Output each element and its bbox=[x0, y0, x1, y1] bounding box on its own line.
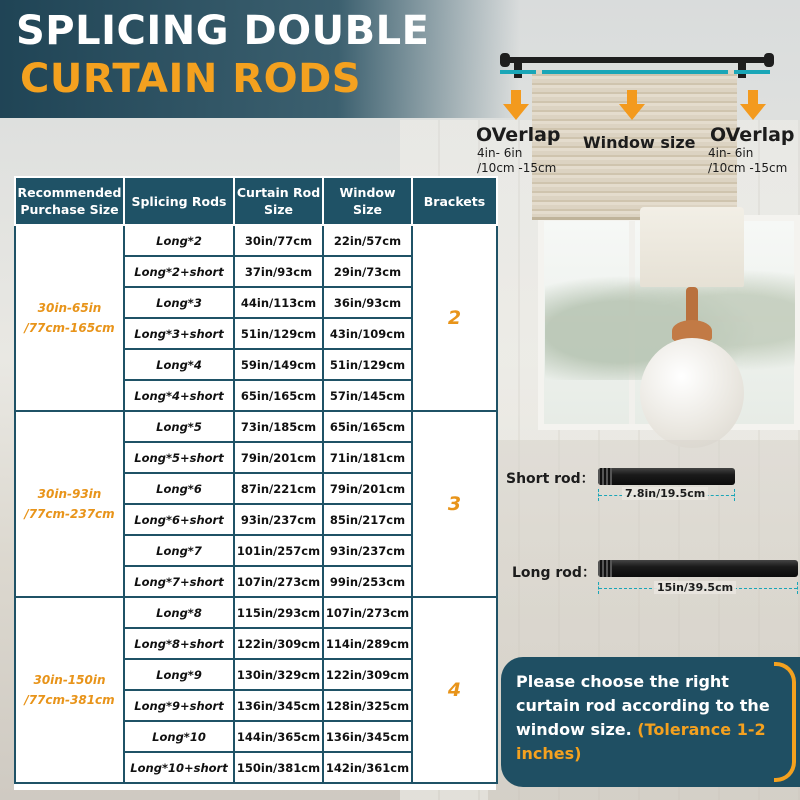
splicing-rods-cell: Long*7 bbox=[124, 535, 234, 566]
window-size-dimension bbox=[542, 70, 728, 74]
brackets-cell: 4 bbox=[412, 597, 497, 783]
splicing-rods-cell: Long*6+short bbox=[124, 504, 234, 535]
size-line-2: /77cm-165cm bbox=[24, 321, 115, 335]
window-size-cell: 43in/109cm bbox=[323, 318, 412, 349]
window-size-cell: 22in/57cm bbox=[323, 225, 412, 256]
size-table bbox=[14, 176, 496, 790]
rod-thread bbox=[598, 560, 612, 577]
short-rod-image bbox=[598, 468, 735, 485]
curtain-rod-size-cell: 44in/113cm bbox=[234, 287, 323, 318]
size-line-1: 30in-150in bbox=[33, 673, 106, 687]
table-row bbox=[15, 225, 497, 256]
window-size-cell: 122in/309cm bbox=[323, 659, 412, 690]
curtain-rod-size-cell: 101in/257cm bbox=[234, 535, 323, 566]
header-curtain-rod-size bbox=[234, 177, 323, 225]
long-rod-image bbox=[598, 560, 798, 577]
notice-tolerance: (Tolerance 1-2 inches) bbox=[516, 720, 766, 763]
header-text: Recommended bbox=[17, 185, 122, 200]
splicing-rods-cell: Long*8+short bbox=[124, 628, 234, 659]
header-text: Curtain Rod bbox=[236, 185, 321, 200]
overlap-left-title: OVerlap bbox=[476, 124, 561, 146]
curtain-rod-size-cell: 122in/309cm bbox=[234, 628, 323, 659]
table-header-row bbox=[15, 177, 497, 225]
notice-message: Please choose the right curtain rod according to the window size. bbox=[516, 672, 770, 739]
table-row bbox=[15, 411, 497, 442]
size-line-2: /77cm-237cm bbox=[24, 507, 115, 521]
curtain-rod-size-cell: 37in/93cm bbox=[234, 256, 323, 287]
window-size-cell: 51in/129cm bbox=[323, 349, 412, 380]
curtain-rod-size-cell: 107in/273cm bbox=[234, 566, 323, 597]
rod-finial-right bbox=[764, 53, 774, 67]
splicing-rods-cell: Long*5+short bbox=[124, 442, 234, 473]
header-window-size bbox=[323, 177, 412, 225]
splicing-rods-cell: Long*3+short bbox=[124, 318, 234, 349]
splicing-rods-cell: Long*9 bbox=[124, 659, 234, 690]
curtain-rod-size-cell: 115in/293cm bbox=[234, 597, 323, 628]
header-splicing-rods: Splicing Rods bbox=[124, 177, 234, 225]
curtain-rod-top bbox=[505, 57, 767, 63]
window-size-cell: 99in/253cm bbox=[323, 566, 412, 597]
window-size-cell: 142in/361cm bbox=[323, 752, 412, 783]
window-size-cell: 57in/145cm bbox=[323, 380, 412, 411]
window-size-cell: 136in/345cm bbox=[323, 721, 412, 752]
size-line-1: 30in-65in bbox=[37, 301, 102, 315]
overlap-left-sub-2: /10cm -15cm bbox=[477, 161, 557, 175]
splicing-rods-cell: Long*4 bbox=[124, 349, 234, 380]
title-banner bbox=[0, 0, 520, 118]
bracket-left bbox=[514, 60, 522, 78]
recommended-size-cell bbox=[15, 225, 124, 411]
long-rod-label: Long rod： bbox=[512, 565, 596, 581]
curtain-rod-size-cell: 30in/77cm bbox=[234, 225, 323, 256]
overlap-left-dimension bbox=[500, 70, 536, 74]
window-size-cell: 114in/289cm bbox=[323, 628, 412, 659]
notice-text bbox=[516, 670, 786, 766]
curtain-rod-size-cell: 93in/237cm bbox=[234, 504, 323, 535]
curtain-rod-size-cell: 65in/165cm bbox=[234, 380, 323, 411]
recommended-size-cell bbox=[15, 597, 124, 783]
curtain-rod-size-cell: 144in/365cm bbox=[234, 721, 323, 752]
overlap-right-sub-1: 4in- 6in bbox=[708, 146, 754, 160]
window-size-cell: 79in/201cm bbox=[323, 473, 412, 504]
window-size-cell: 128in/325cm bbox=[323, 690, 412, 721]
window-size-cell: 29in/73cm bbox=[323, 256, 412, 287]
lamp-shade bbox=[640, 207, 744, 287]
curtain-rod-size-cell: 130in/329cm bbox=[234, 659, 323, 690]
rod-thread bbox=[598, 468, 612, 485]
header-text: Size bbox=[352, 202, 383, 217]
overlap-right-dimension bbox=[734, 70, 770, 74]
header-text: Size bbox=[263, 202, 294, 217]
curtain-rod-size-cell: 73in/185cm bbox=[234, 411, 323, 442]
header-recommended-size bbox=[15, 177, 124, 225]
window-size-label: Window size bbox=[583, 133, 696, 152]
title-line-1: SPLICING DOUBLE bbox=[16, 8, 430, 54]
size-chart-table bbox=[14, 176, 498, 784]
overlap-right-sub-2: /10cm -15cm bbox=[708, 161, 788, 175]
recommended-size-cell bbox=[15, 411, 124, 597]
window-size-cell: 93in/237cm bbox=[323, 535, 412, 566]
header-text: Purchase Size bbox=[20, 202, 119, 217]
splicing-rods-cell: Long*7+short bbox=[124, 566, 234, 597]
splicing-rods-cell: Long*2+short bbox=[124, 256, 234, 287]
window-size-cell: 36in/93cm bbox=[323, 287, 412, 318]
window-size-cell: 85in/217cm bbox=[323, 504, 412, 535]
curtain-rod-size-cell: 79in/201cm bbox=[234, 442, 323, 473]
brackets-cell: 2 bbox=[412, 225, 497, 411]
window-size-cell: 71in/181cm bbox=[323, 442, 412, 473]
short-rod-label: Short rod： bbox=[506, 471, 595, 487]
splicing-rods-cell: Long*6 bbox=[124, 473, 234, 504]
brackets-cell: 3 bbox=[412, 411, 497, 597]
curtain-rod-size-cell: 136in/345cm bbox=[234, 690, 323, 721]
splicing-rods-cell: Long*8 bbox=[124, 597, 234, 628]
window-size-cell: 65in/165cm bbox=[323, 411, 412, 442]
size-line-1: 30in-93in bbox=[37, 487, 102, 501]
title-line-2: CURTAIN RODS bbox=[20, 56, 362, 102]
curtain-rod-size-cell: 87in/221cm bbox=[234, 473, 323, 504]
overlap-left-sub-1: 4in- 6in bbox=[477, 146, 523, 160]
splicing-rods-cell: Long*4+short bbox=[124, 380, 234, 411]
overlap-right-title: OVerlap bbox=[710, 124, 795, 146]
header-brackets: Brackets bbox=[412, 177, 497, 225]
table-body bbox=[15, 225, 497, 783]
splicing-rods-cell: Long*2 bbox=[124, 225, 234, 256]
bracket-right bbox=[738, 60, 746, 78]
splicing-rods-cell: Long*3 bbox=[124, 287, 234, 318]
curtain-rod-size-cell: 150in/381cm bbox=[234, 752, 323, 783]
curtain-rod-size-cell: 59in/149cm bbox=[234, 349, 323, 380]
splicing-rods-cell: Long*5 bbox=[124, 411, 234, 442]
splicing-rods-cell: Long*10+short bbox=[124, 752, 234, 783]
size-line-2: /77cm-381cm bbox=[24, 693, 115, 707]
header-text: Window bbox=[339, 185, 396, 200]
splicing-rods-cell: Long*9+short bbox=[124, 690, 234, 721]
short-rod-length: 7.8in/19.5cm bbox=[622, 487, 708, 500]
lamp-base bbox=[640, 338, 744, 448]
window-size-cell: 107in/273cm bbox=[323, 597, 412, 628]
curtain-rod-size-cell: 51in/129cm bbox=[234, 318, 323, 349]
table-row bbox=[15, 597, 497, 628]
splicing-rods-cell: Long*10 bbox=[124, 721, 234, 752]
long-rod-length: 15in/39.5cm bbox=[654, 581, 736, 594]
